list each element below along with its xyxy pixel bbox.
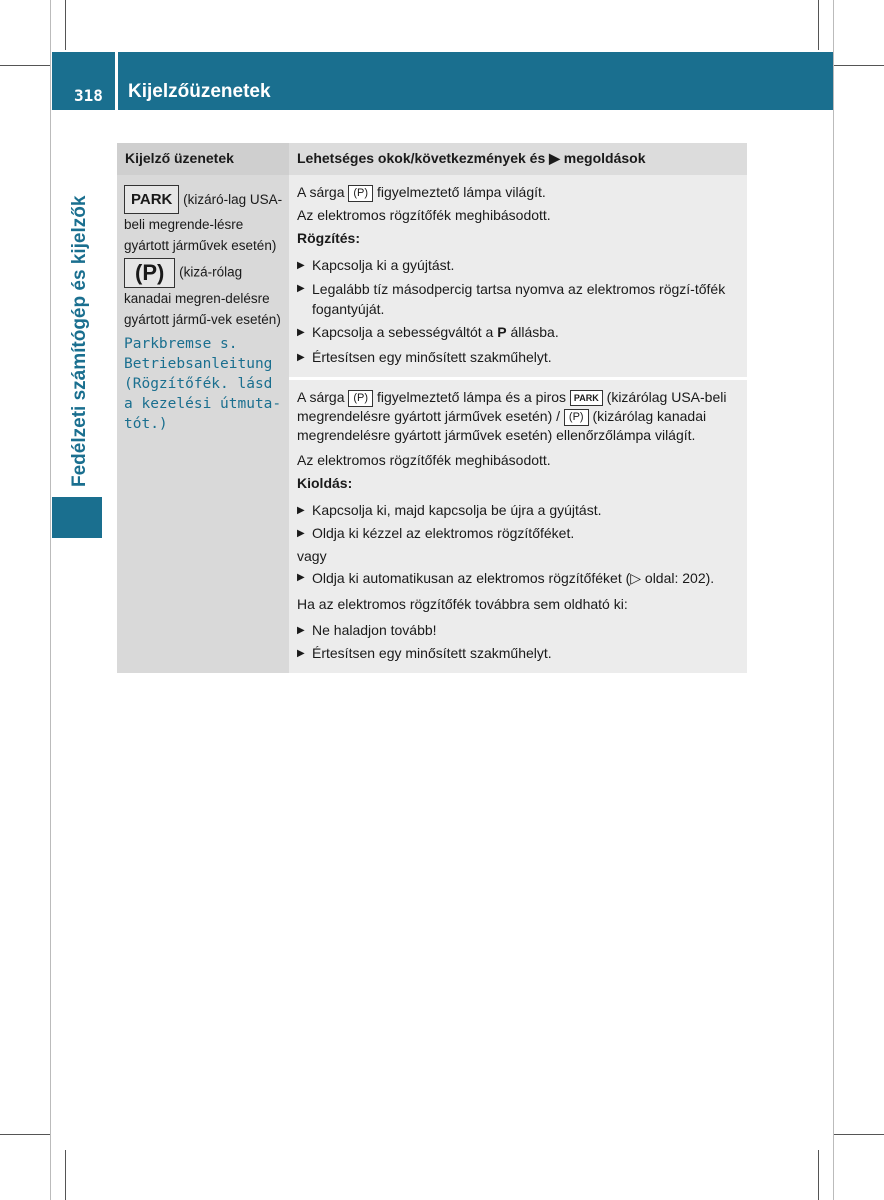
title-box: [118, 52, 833, 110]
list-item: ▶ Oldja ki kézzel az elektromos rögzítőféket.: [297, 522, 739, 545]
list-item: ▶ Legalább tíz másodpercig tartsa nyomva az elektromos rögzí-tőfék fogantyúját.: [297, 279, 739, 319]
text: (kizárólag USA-beli megrendelésre gyártott járművek esetén) /: [297, 389, 727, 424]
text: A sárga: [297, 184, 345, 200]
text: P: [497, 324, 507, 340]
parking-brake-icon: (P): [564, 409, 589, 426]
text: figyelmeztető lámpa és a piros: [376, 389, 567, 405]
list-item: ▶ Oldja ki automatikusan az elektromos rögzítőféket (▷ oldal: 202).: [297, 568, 739, 588]
list-item: ▶ Értesítsen egy minősített szakműhelyt.: [297, 642, 739, 665]
paragraph: [297, 388, 739, 445]
left-text-2: (kizá-rólag kanadai megren-delésre gyártott jármű-vek esetén): [124, 264, 281, 327]
crop-mark: [818, 0, 819, 50]
table-row: [117, 175, 747, 673]
crop-mark: [834, 65, 884, 66]
text: A sárga: [297, 389, 345, 405]
list-item: ▶ Kapcsolja ki, majd kapcsolja be újra a gyújtást.: [297, 499, 739, 522]
page-number: 318: [74, 86, 103, 105]
text: figyelmeztető lámpa világít.: [376, 184, 546, 200]
crop-mark: [834, 1134, 884, 1135]
crop-mark: [0, 1134, 50, 1135]
parking-brake-icon: (P): [124, 258, 175, 288]
list-item: ▶ Kapcsolja ki a gyújtást.: [297, 254, 739, 277]
crop-mark: [65, 0, 66, 50]
crop-mark: [65, 1150, 66, 1200]
side-label: Fedélzeti számítógép és kijelzők: [69, 195, 90, 487]
page-header: [52, 52, 833, 110]
line: Ha az elektromos rögzítőfék továbbra sem oldható ki:: [297, 596, 628, 612]
line: Az elektromos rögzítőfék meghibásodott.: [297, 207, 551, 223]
line: Az elektromos rögzítőfék meghibásodott.: [297, 452, 551, 468]
crop-mark: [0, 65, 50, 66]
line: [297, 181, 739, 204]
text: (kizárólag kanadai megrendelésre gyártott járművek esetén) ellenőrzőlámpa világít.: [297, 408, 707, 443]
side-tab: [52, 497, 102, 538]
causes-column: [289, 175, 747, 673]
crop-mark: [833, 0, 834, 1200]
cause-cell-1: [289, 175, 747, 377]
list-item: ▶ Értesítsen egy minősített szakműhelyt.: [297, 346, 739, 369]
display-message-cell: [117, 175, 289, 673]
park-indicator: PARK: [124, 185, 179, 214]
line: vagy: [297, 548, 327, 564]
list-item: ▶ Ne haladjon tovább!: [297, 619, 739, 642]
crop-mark: [818, 1150, 819, 1200]
left-text-1: (kizáró-lag USA-beli megrende-lésre gyártott járművek esetén): [124, 192, 283, 253]
cause-cell-2: [289, 377, 747, 673]
crop-mark: [50, 0, 51, 1200]
section-heading: Kioldás:: [297, 475, 353, 491]
messages-table: [117, 143, 747, 673]
page-number-box: [52, 52, 115, 110]
parking-brake-icon: (P): [348, 185, 373, 202]
display-text: Parkbremse s. Betriebsanleitung (Rögzítőfék. lásd a kezelési útmuta-tót.): [124, 336, 282, 432]
col-header-messages: Kijelző üzenetek: [117, 143, 289, 175]
page-title: Kijelzőüzenetek: [128, 81, 271, 102]
table-header-row: [117, 143, 747, 175]
park-indicator: PARK: [570, 390, 603, 406]
section-heading: Rögzítés:: [297, 230, 360, 246]
col-header-causes: Lehetséges okok/következmények és ▶ megoldások: [289, 143, 747, 175]
text: állásba.: [506, 324, 559, 340]
parking-brake-icon: (P): [348, 390, 373, 407]
list-item: [297, 321, 739, 344]
text: Kapcsolja a sebességváltót a: [312, 324, 498, 340]
